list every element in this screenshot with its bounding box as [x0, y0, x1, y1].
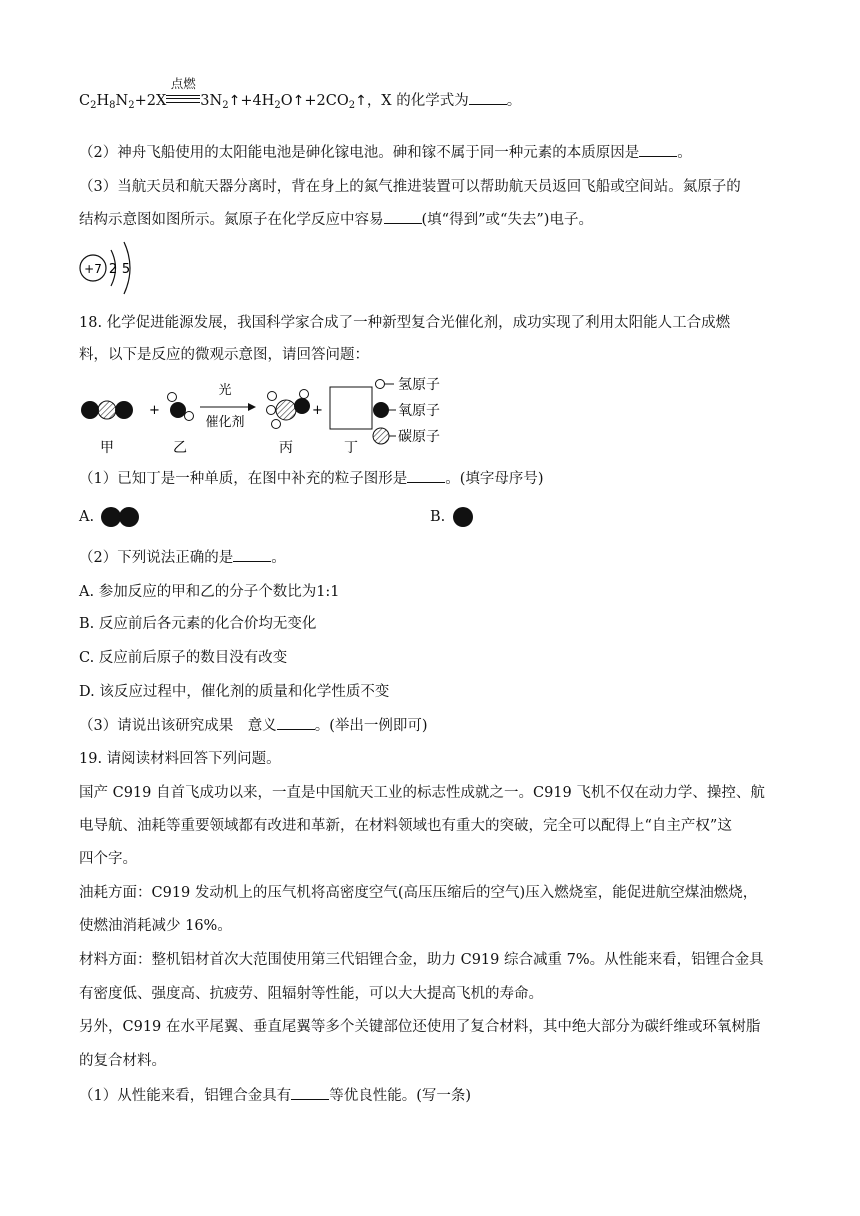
eq-n: N [115, 93, 129, 109]
reaction-diagram [76, 372, 476, 458]
condition-catalyst: 催化剂 [205, 415, 245, 430]
q18-part1-end: 。(填字母序号) [445, 471, 544, 487]
eq-product-3: +2CO [304, 93, 349, 109]
q17-part2 [79, 142, 692, 163]
q19-para3-line2: 有密度低、强度高、抗疲劳、阻辐射等性能，可以大大提高飞机的寿命。 [79, 986, 543, 1002]
choice-d[interactable]: D. 该反应过程中，催化剂的质量和化学性质不变 [79, 684, 390, 700]
eq-sub: 2 [274, 100, 281, 111]
gas-arrow-icon: ↑ [228, 93, 241, 109]
punct: 。 [677, 145, 692, 161]
answer-blank[interactable] [233, 547, 271, 562]
choice-b[interactable]: B. 反应前后各元素的化合价均无变化 [79, 616, 317, 632]
answer-blank[interactable] [291, 1085, 329, 1100]
molecule-ch3oh [267, 390, 311, 429]
arrow-head-icon [248, 403, 256, 411]
answer-blank[interactable] [277, 715, 315, 730]
q19-para1-line2: 电导航、油耗等重要领域都有改进和革新，在材料领域也有重大的突破，完全可以配得上“自主产权”这 [79, 818, 732, 834]
eq-sub: 2 [222, 100, 229, 111]
shell-1-count: 2 [108, 262, 118, 277]
plus-sign: + [312, 403, 323, 418]
condition-text: 点燃 [170, 76, 196, 91]
legend-oxygen: 氧原子 [398, 403, 440, 419]
q18-part3 [79, 715, 428, 736]
q18-part3-text: （3）请说出该研究成果 意义 [79, 718, 277, 734]
condition-light: 光 [218, 383, 232, 398]
molecule-h2o [168, 393, 194, 421]
answer-blank[interactable] [469, 90, 507, 105]
q18-part1 [79, 468, 544, 489]
q18-part2 [79, 547, 286, 568]
q18-part2-text: （2）下列说法正确的是 [79, 550, 234, 566]
q19-para4-line2: 的复合材料。 [79, 1053, 166, 1069]
eq-sub: 2 [348, 100, 356, 111]
oxygen-legend-icon [373, 402, 389, 418]
option-b[interactable] [430, 506, 476, 528]
punct: 。 [506, 93, 522, 109]
eq-c: C [79, 93, 91, 109]
plus-sign: + [149, 403, 160, 418]
chemical-equation [79, 76, 522, 116]
option-a-label: A. [79, 509, 95, 525]
eq-plus-x: +2X [134, 93, 167, 109]
equals-sign [166, 95, 200, 103]
q17-part3-end: (填“得到”或“失去”)电子。 [421, 212, 593, 228]
q19-part1 [79, 1085, 471, 1106]
punct: 。 [271, 550, 286, 566]
answer-blank[interactable] [639, 142, 677, 157]
eq-h: H [96, 93, 110, 109]
option-b-o-atom-icon [450, 506, 476, 528]
q17-part2-text: （2）神舟飞船使用的太阳能电池是砷化镓电池。砷和镓不属于同一种元素的本质原因是 [79, 145, 640, 161]
carbon-legend-icon [373, 428, 389, 444]
q19-para1-line1: 国产 C919 自首飞成功以来，一直是中国航天工业的标志性成就之一。C919 飞机不仅在动力学、操控、航 [79, 785, 765, 801]
gas-arrow-icon: ↑ [292, 93, 305, 109]
q19-para4-line1: 另外，C919 在水平尾翼、垂直尾翼等多个关键部位还使用了复合材料，其中绝大部分为碳纤维或环氧树脂 [79, 1019, 761, 1035]
eq-product-1: 3N [200, 93, 223, 109]
eq-sub: 2 [90, 100, 97, 111]
shell-2-count: 5 [121, 262, 131, 277]
q18-stem-line1: 18. 化学促进能源发展，我国科学家合成了一种新型复合光催化剂，成功实现了利用太阳能人工合成燃 [79, 315, 731, 331]
eq-product-2-tail: O [280, 93, 293, 109]
choice-c[interactable]: C. 反应前后原子的数目没有改变 [79, 650, 288, 666]
legend-hydrogen: 氢原子 [398, 377, 440, 393]
label-bing: 丙 [279, 440, 293, 456]
q19-stem: 19. 请阅读材料回答下列问题。 [79, 751, 281, 767]
q19-part1-end: 等优良性能。(写一条) [329, 1088, 472, 1104]
label-yi: 乙 [173, 440, 187, 456]
q18-part1-text: （1）已知丁是一种单质，在图中补充的粒子图形是 [79, 471, 408, 487]
q19-para2-line2: 使燃油消耗减少 16%。 [79, 918, 232, 934]
q18-stem-line2: 料，以下是反应的微观示意图，请回答问题： [79, 347, 369, 363]
q17-part3-line1: （3）当航天员和航天器分离时，背在身上的氮气推进装置可以帮助航天员返回飞船或空间站。氮原子的 [79, 179, 741, 195]
q19-para2-line1: 油耗方面：C919 发动机上的压气机将高密度空气(高压压缩后的空气)压入燃烧室，能促进航空煤油燃烧， [79, 885, 758, 901]
legend [373, 377, 440, 445]
choice-a[interactable]: A. 参加反应的甲和乙的分子个数比为1:1 [79, 584, 340, 600]
q17-part3-line2 [79, 209, 593, 230]
q18-part3-end: 。(举出一例即可) [314, 718, 428, 734]
gas-arrow-icon: ↑ [355, 93, 367, 109]
nitrogen-atom-diagram [78, 238, 148, 298]
answer-blank[interactable] [384, 209, 422, 224]
q19-part1-text: （1）从性能来看，铝锂合金具有 [79, 1088, 292, 1104]
eq-sub: 2 [128, 100, 135, 111]
reaction-condition [166, 76, 200, 111]
option-a-o2-molecule-icon [99, 506, 143, 528]
option-a[interactable] [79, 506, 143, 528]
empty-box-ding [330, 387, 372, 429]
nucleus-charge: +7 [84, 262, 102, 276]
eq-question: ，X 的化学式为 [366, 93, 469, 109]
q19-para3-line1: 材料方面：整机铝材首次大范围使用第三代铝锂合金，助力 C919 综合减重 7%。从性能来看，铝锂合金具 [79, 952, 764, 968]
label-ding: 丁 [344, 440, 358, 456]
q17-part3-text: 结构示意图如图所示。氮原子在化学反应中容易 [79, 212, 384, 228]
legend-carbon: 碳原子 [398, 429, 440, 445]
molecule-co2 [81, 401, 133, 419]
q19-para1-line3: 四个字。 [79, 851, 137, 867]
eq-sub: 8 [109, 100, 116, 111]
hydrogen-legend-icon [376, 380, 385, 389]
option-b-label: B. [430, 509, 446, 525]
eq-product-2: +4H [240, 93, 275, 109]
answer-blank[interactable] [407, 468, 445, 483]
label-jia: 甲 [100, 440, 114, 456]
